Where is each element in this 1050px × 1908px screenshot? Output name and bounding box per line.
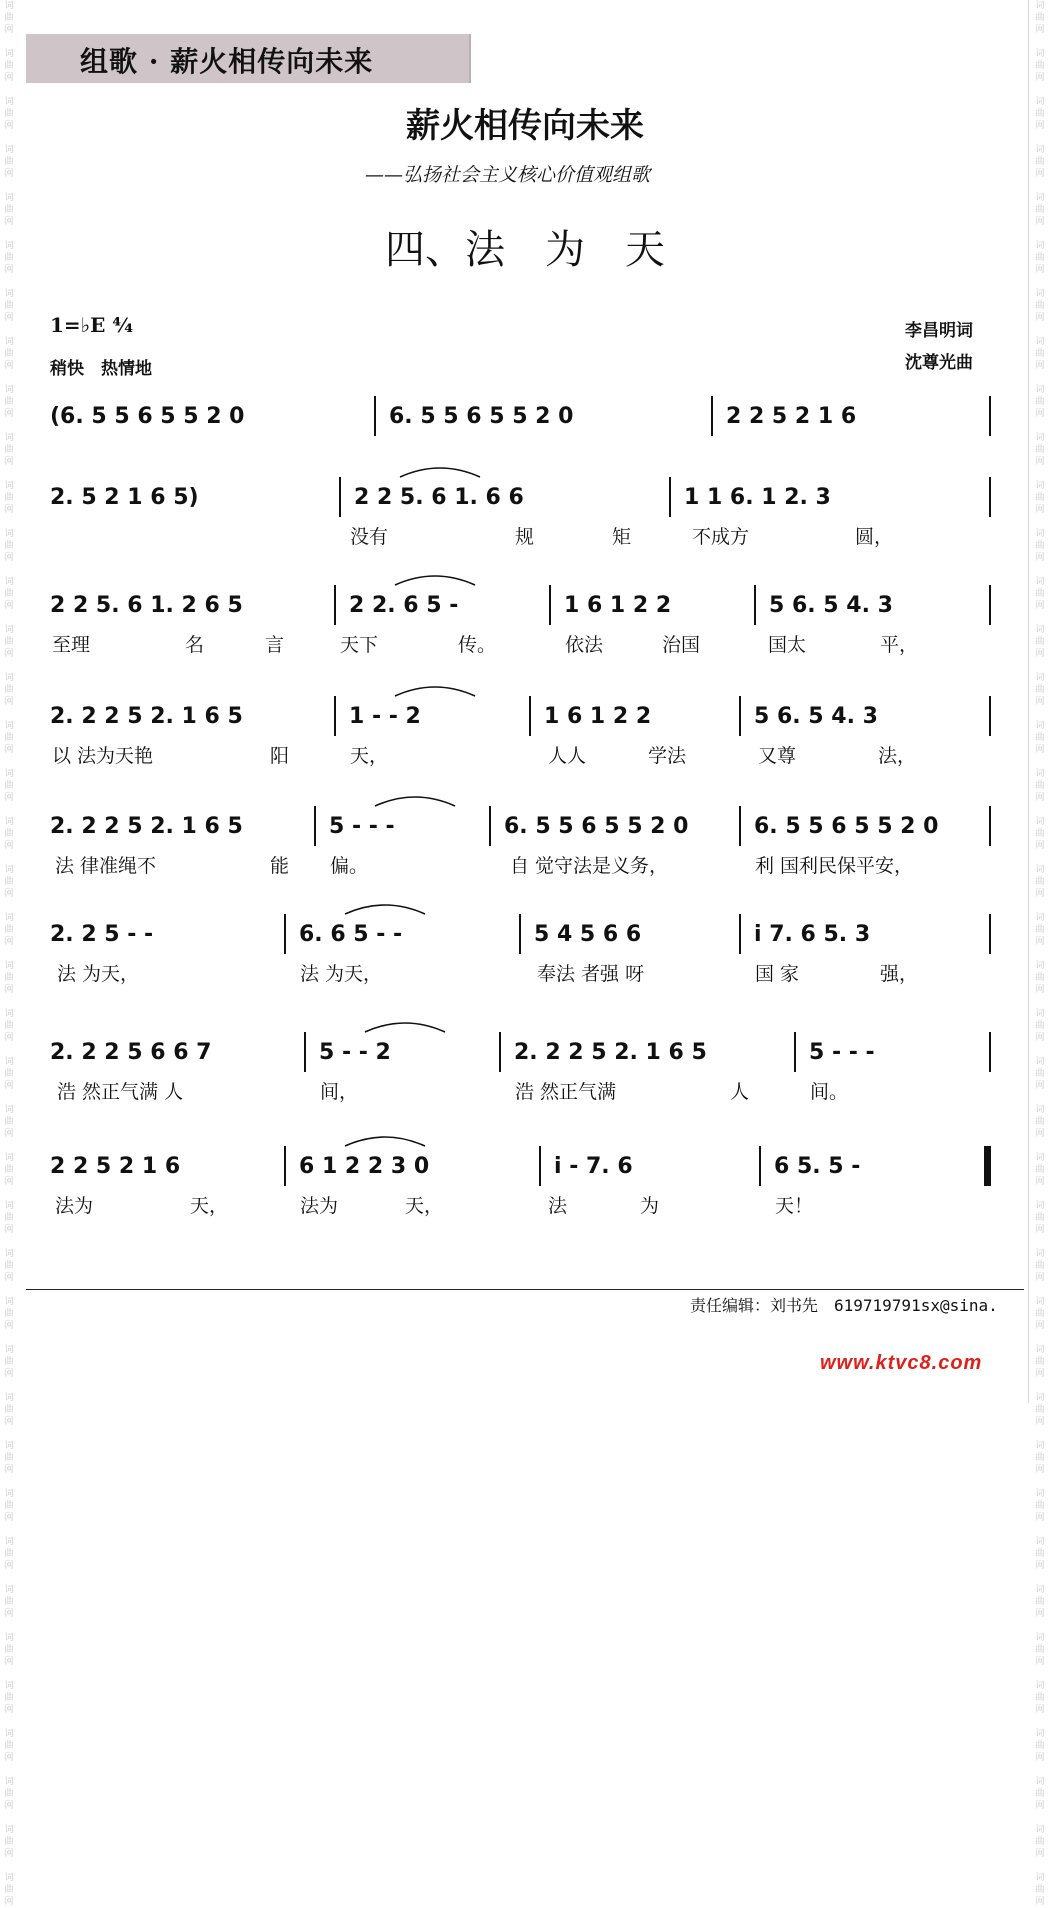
tie-arc <box>365 1023 445 1032</box>
lyric-text: 国太 <box>768 634 807 656</box>
measure-notes: i - 7. 6 <box>554 1154 633 1179</box>
watermark-left: 词 曲 网 词 曲 网 词 曲 网 词 曲 网 词 曲 网 词 曲 网 词 曲 网 词 曲 网 词 曲 网 词 曲 网 词 曲 网 词 曲 网 词 曲 网 词 曲 网 词 曲 网 词 曲 网 词 曲 网 词 曲 网 词 曲 网 词 曲 网 词 曲 网 词 曲 网 词 曲 网 词 曲 网 词 曲 网 词 曲 网 词 曲 网 词 曲 网 词 曲 网 词 曲 网 词 曲 网 词 曲 网 词 曲 网 词 曲 网 词 曲 网 词 曲 网 词 曲 网 词 曲 网 词 曲 网 词 曲 网 <box>4 1 14 1907</box>
lyric-text: 人 <box>730 1081 750 1103</box>
lyric-text: 言 <box>265 634 285 656</box>
watermark-right: 词 曲 网 词 曲 网 词 曲 网 词 曲 网 词 曲 网 词 曲 网 词 曲 网 词 曲 网 词 曲 网 词 曲 网 词 曲 网 词 曲 网 词 曲 网 词 曲 网 词 曲 网 词 曲 网 词 曲 网 词 曲 网 词 曲 网 词 曲 网 词 曲 网 词 曲 网 词 曲 网 词 曲 网 词 曲 网 词 曲 网 词 曲 网 词 曲 网 词 曲 网 词 曲 网 词 曲 网 词 曲 网 词 曲 网 词 曲 网 词 曲 网 词 曲 网 词 曲 网 词 曲 网 词 曲 网 词 曲 网 <box>1035 1 1045 1907</box>
measure-notes: 2 2 5. 6 1. 6 6 <box>354 485 524 510</box>
measure-notes: 2. 2 2 5 2. 1 6 5 <box>50 814 243 839</box>
measure-notes: i 7. 6 5. 3 <box>754 922 871 947</box>
lyric-text: 间， <box>320 1081 359 1103</box>
lyric-text: 天， <box>190 1195 229 1217</box>
lyric-text: 治国 <box>662 634 701 656</box>
lyric-text: 天下 <box>340 634 379 656</box>
lyric-text: 不成方 <box>692 526 750 548</box>
lyric-text: 以 法为天艳 <box>52 745 154 767</box>
lyric-text: 学法 <box>648 745 687 767</box>
lyric-text: 国 家 <box>755 963 800 985</box>
tempo-marking: 稍快 热情地 <box>50 359 152 379</box>
lyric-text: 依法 <box>565 634 604 656</box>
section-title: 四、法 为 天 <box>385 227 665 273</box>
lyric-text: 法为 <box>55 1195 94 1217</box>
lyric-text: 强， <box>880 963 919 985</box>
composer-credit: 沈尊光曲 <box>905 353 973 373</box>
measure-notes: 2. 2 2 5 2. 1 6 5 <box>50 704 243 729</box>
lyric-text: 名 <box>185 634 205 656</box>
tie-arc <box>375 797 455 806</box>
measure-notes: 2 2. 6 5 - <box>349 593 459 618</box>
key-signature: 1=♭E ⁴⁄₄ <box>50 313 134 337</box>
measure-notes: 2. 2 5 - - <box>50 922 154 947</box>
tie-arc <box>395 687 475 696</box>
song-subtitle: ——弘扬社会主义核心价值观组歌 <box>365 164 651 186</box>
measure-notes: 2 2 5 2 1 6 <box>726 404 857 429</box>
lyric-text: 能 <box>270 855 290 877</box>
lyric-text: 间。 <box>810 1081 849 1103</box>
measure-notes: 5 - - 2 <box>319 1040 391 1065</box>
tie-arc <box>345 1137 425 1146</box>
lyric-text: 平， <box>880 634 919 656</box>
editor-credit: 责任编辑：刘书先 619719791sx@sina. <box>690 1296 998 1315</box>
lyric-text: 没有 <box>350 526 389 548</box>
measure-notes: 1 6 1 2 2 <box>564 593 672 618</box>
lyric-text: 为 <box>640 1195 660 1217</box>
lyric-text: 传。 <box>458 634 497 656</box>
lyric-text: 自 觉守法是义务， <box>510 855 669 877</box>
lyric-text: 法 为天， <box>300 963 383 985</box>
lyric-text: 阳 <box>270 745 290 767</box>
lyric-text: 圆， <box>855 526 894 548</box>
measure-notes: 2. 2 2 5 6 6 7 <box>50 1040 212 1065</box>
measure-notes: 5 6. 5 4. 3 <box>754 704 878 729</box>
lyric-text: 又尊 <box>758 745 797 767</box>
song-title: 薪火相传向未来 <box>406 106 644 146</box>
lyric-text: 天！ <box>775 1195 814 1217</box>
lyric-text: 奉法 者强 呀 <box>537 963 645 985</box>
measure-notes: 6. 5 5 6 5 5 2 0 <box>754 814 939 839</box>
lyric-text: 法， <box>878 745 917 767</box>
lyric-text: 天， <box>405 1195 444 1217</box>
measure-notes: 5 4 5 6 6 <box>534 922 642 947</box>
tie-arc <box>400 468 480 477</box>
lyric-text: 浩 然正气满 <box>515 1081 617 1103</box>
banner-title: 组歌 · 薪火相传向未来 <box>80 45 374 78</box>
measure-notes: 1 6 1 2 2 <box>544 704 652 729</box>
tie-arc <box>345 905 425 914</box>
final-bar-line <box>984 1146 989 1186</box>
lyric-text: 偏。 <box>330 855 369 877</box>
lyric-text: 浩 然正气满 人 <box>57 1081 184 1103</box>
lyric-text: 至理 <box>52 634 91 656</box>
measure-notes: 1 1 6. 1 2. 3 <box>684 485 831 510</box>
measure-notes: 5 - - - <box>329 814 395 839</box>
measure-notes: 5 - - - <box>809 1040 875 1065</box>
measure-notes: 2. 5 2 1 6 5) <box>50 485 199 510</box>
lyric-text: 天， <box>350 745 389 767</box>
measure-notes: 6. 5 5 6 5 5 2 0 <box>504 814 689 839</box>
measure-notes: (6. 5 5 6 5 5 2 0 <box>50 404 245 429</box>
measure-notes: 1 - - 2 <box>349 704 421 729</box>
lyric-text: 矩 <box>612 526 632 548</box>
lyric-text: 法为 <box>300 1195 339 1217</box>
lyric-text: 法 为天， <box>57 963 140 985</box>
measure-notes: 2 2 5 2 1 6 <box>50 1154 181 1179</box>
lyricist-credit: 李昌明词 <box>905 321 973 341</box>
tie-arc <box>395 576 475 585</box>
measure-notes: 6. 6 5 - - <box>299 922 403 947</box>
lyric-text: 人人 <box>548 745 587 767</box>
footer-rule <box>26 1289 1024 1290</box>
measure-notes: 2 2 5. 6 1. 2 6 5 <box>50 593 243 618</box>
measure-notes: 6 1 2 2 3 0 <box>299 1154 430 1179</box>
lyric-text: 法 律准绳不 <box>55 855 157 877</box>
measure-notes: 6. 5 5 6 5 5 2 0 <box>389 404 574 429</box>
lyric-text: 法 <box>548 1195 568 1217</box>
measure-notes: 6 5. 5 - <box>774 1154 861 1179</box>
measure-notes: 2. 2 2 5 2. 1 6 5 <box>514 1040 707 1065</box>
measure-notes: 5 6. 5 4. 3 <box>769 593 893 618</box>
site-logo: www.ktvc8.com <box>820 1352 983 1374</box>
lyric-text: 利 国利民保平安， <box>755 855 914 877</box>
lyric-text: 规 <box>515 526 535 548</box>
